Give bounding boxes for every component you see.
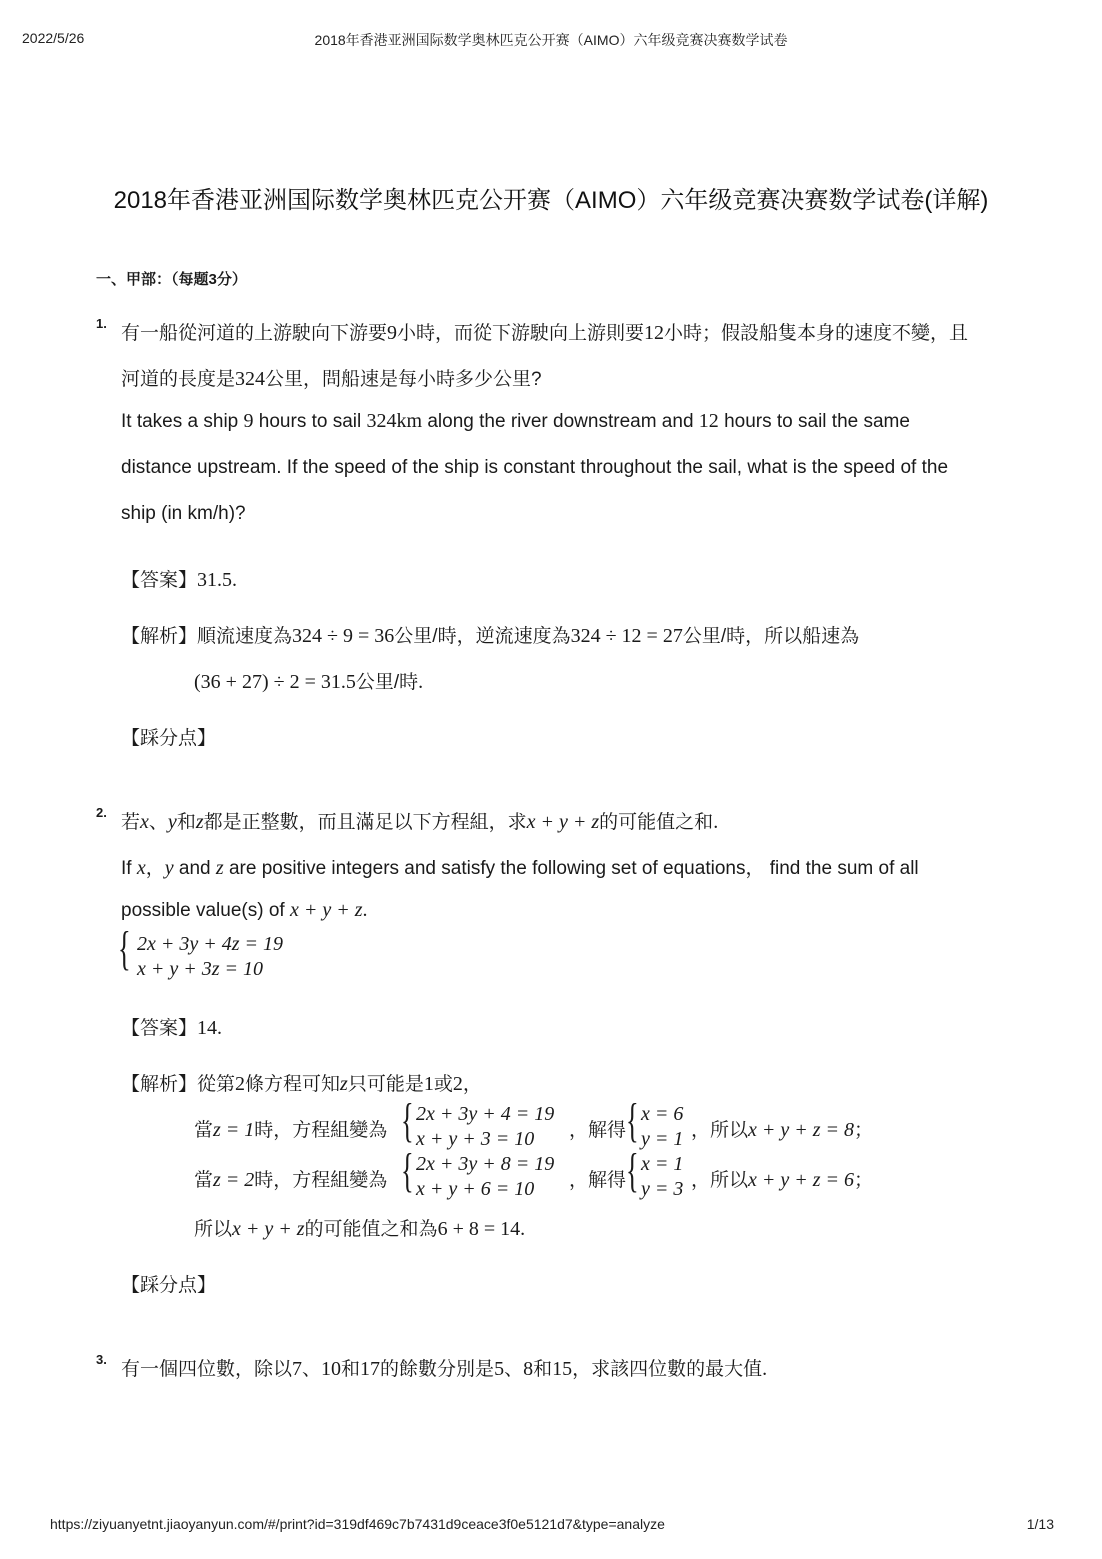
print-header-title: 2018年香港亚洲国际数学奥林匹克公开赛（AIMO）六年级竞赛决赛数学试卷 [314, 32, 788, 48]
print-date: 2022/5/26 [22, 30, 85, 46]
question-2-scoring-points: 【踩分点】 [121, 1275, 217, 1296]
question-1-answer: 【答案】31.5. [121, 569, 238, 591]
case-2-solution-x: x = 1 [641, 1153, 684, 1175]
question-2-analysis-line-1: 【解析】從第2條方程可知z只可能是1或2， [121, 1073, 482, 1095]
case-1-solution-y: y = 1 [641, 1128, 684, 1150]
case-1-intro: 當z = 1時，方程組變為 [194, 1119, 388, 1141]
case-1-solution-x: x = 6 [641, 1103, 684, 1125]
case-1-solve-label: ，解得 [569, 1120, 627, 1141]
question-2-answer: 【答案】14. [121, 1017, 223, 1039]
question-1-analysis-line-1: 【解析】順流速度為324 ÷ 9 = 36公里/時，逆流速度為324 ÷ 12 = 27公里/時，所以船速為 [121, 625, 860, 647]
question-2-en-line-2: possible value(s) of x + y + z. [121, 899, 368, 921]
question-1-en-line-2: distance upstream. If the speed of the ship is constant throughout the sail, what is the speed of the [121, 457, 949, 478]
question-1-en-line-3: ship (in km/h)? [121, 503, 246, 524]
case-2-equation-1: 2x + 3y + 8 = 19 [416, 1153, 555, 1175]
question-2-number: 2. [96, 805, 107, 820]
section-heading: 一、甲部：（每题3分） [96, 271, 247, 288]
question-1-analysis-line-2: (36 + 27) ÷ 2 = 31.5公里/時. [194, 671, 424, 693]
case-2-solution-brace: { [626, 1144, 639, 1197]
case-1-equation-1: 2x + 3y + 4 = 19 [416, 1103, 555, 1125]
question-1-number: 1. [96, 316, 107, 331]
equation-2: x + y + 3z = 10 [137, 958, 264, 980]
page-number: 1/13 [1026, 1516, 1054, 1532]
case-1-system-brace: { [401, 1094, 414, 1147]
question-1-en-line-1: It takes a ship 9 hours to sail 324km along the river downstream and 12 hours to sail the same [121, 410, 910, 432]
question-2-conclusion: 所以x + y + z的可能值之和為6 + 8 = 14. [194, 1218, 526, 1240]
question-1-zh-line-2: 河道的長度是324公里，問船速是每小時多少公里? [121, 368, 542, 390]
case-1-result: ，所以x + y + z = 8； [691, 1119, 874, 1141]
question-3-zh-line: 有一個四位數，除以7、10和17的餘數分別是5、8和15，求該四位數的最大值. [121, 1358, 768, 1380]
case-2-solve-label: ，解得 [569, 1170, 627, 1191]
case-2-solution-y: y = 3 [641, 1178, 684, 1200]
equation-1: 2x + 3y + 4z = 19 [137, 933, 284, 955]
question-2-zh-line: 若x、y和z都是正整數，而且滿足以下方程組，求x + y + z的可能值之和. [121, 811, 719, 833]
question-1-zh-line-1: 有一船從河道的上游駛向下游要9小時，而從下游駛向上游則要12小時；假設船隻本身的速度不變，且 [121, 322, 969, 344]
case-1-equation-2: x + y + 3 = 10 [416, 1128, 535, 1150]
case-2-result: ，所以x + y + z = 6； [691, 1169, 874, 1191]
case-2-equation-2: x + y + 6 = 10 [416, 1178, 535, 1200]
question-1-scoring-points: 【踩分点】 [121, 728, 217, 749]
question-2-en-line-1: If x，y and z are positive integers and satisfy the following set of equations， find the sum of all [121, 857, 919, 879]
case-2-intro: 當z = 2時，方程組變為 [194, 1169, 388, 1191]
question-3-number: 3. [96, 1352, 107, 1367]
case-2-system-brace: { [401, 1144, 414, 1197]
case-1-solution-brace: { [626, 1094, 639, 1147]
document-title: 2018年香港亚洲国际数学奥林匹克公开赛（AIMO）六年级竞赛决赛数学试卷(详解) [113, 187, 989, 214]
print-footer-url: https://ziyuanyetnt.jiaoyanyun.com/#/print?id=319df469c7b7431d9ceace3f0e5121d7&type=analyze [50, 1516, 665, 1532]
equation-system-brace: { [118, 922, 131, 975]
